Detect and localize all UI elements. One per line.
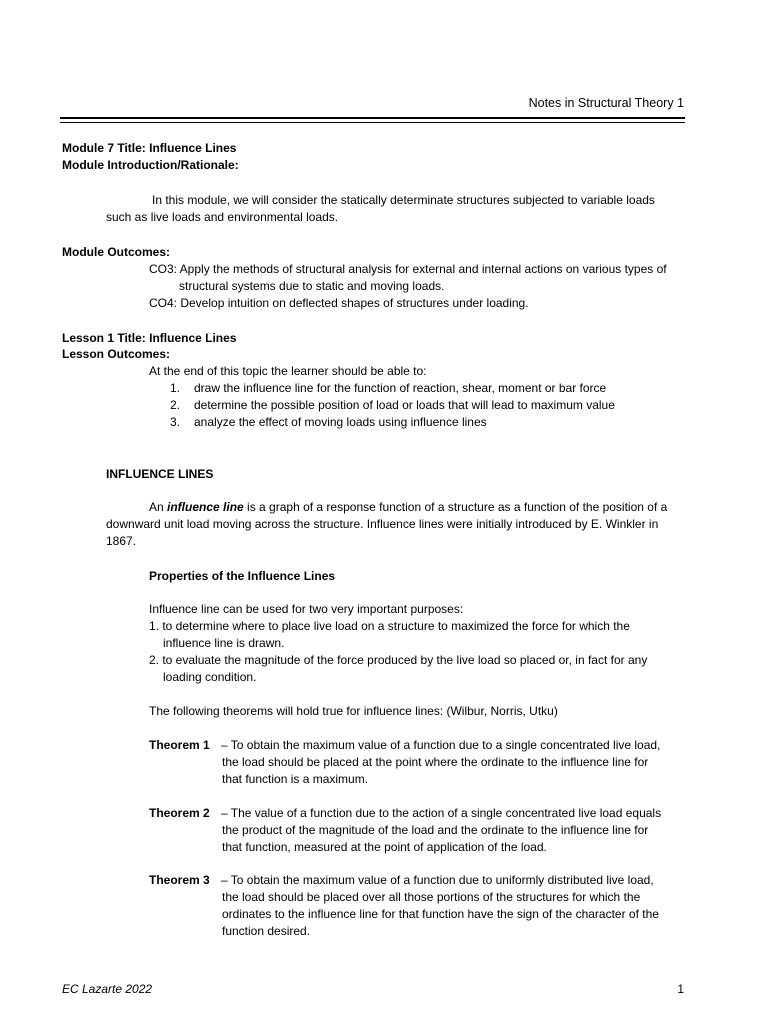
definition-prefix: An (149, 500, 168, 514)
module-intro-line-2: such as live loads and environmental loads. (106, 210, 339, 224)
purpose-1-line-1: 1. to determine where to place live load on a structure to maximized the force for which the (149, 619, 630, 633)
lesson-item-text: analyze the effect of moving loads using influence lines (194, 415, 487, 429)
lesson-item-text: draw the influence line for the function of reaction, shear, moment or bar force (194, 381, 607, 395)
document-header-title: Notes in Structural Theory 1 (528, 96, 684, 110)
header-rule-thin (60, 122, 685, 123)
theorem-text-line: the product of the magnitude of the load and the ordinate to the influence line for (222, 823, 649, 837)
theorem-text-line: that function is a maximum. (222, 772, 369, 786)
theorem-text-line: the load should be placed at the point where the ordinate to the influence line for (222, 755, 649, 769)
lesson-outcomes-heading: Lesson Outcomes: (62, 347, 171, 361)
influence-definition-line-2: downward unit load moving across the structure. Influence lines were initially introduced by E. Winkler in (106, 517, 659, 531)
module-title: Module 7 Title: Influence Lines (62, 141, 237, 155)
lesson-outcomes-intro: At the end of this topic the learner should be able to: (149, 364, 427, 378)
theorem-text-line: – To obtain the maximum value of a function due to uniformly distributed live load, (221, 873, 654, 887)
purpose-2-line-1: 2. to evaluate the magnitude of the force produced by the live load so placed or, in fact for any (149, 653, 648, 667)
theorem-label: Theorem 2 (149, 806, 210, 820)
purposes-intro: Influence line can be used for two very important purposes: (149, 602, 464, 616)
page-number: 1 (677, 982, 684, 996)
lesson-item-number: 3. (170, 415, 181, 429)
influence-definition-line-1 (149, 499, 667, 516)
theorem-text-line: function desired. (222, 924, 311, 938)
influence-line-term: influence line (167, 500, 244, 514)
influence-lines-heading: INFLUENCE LINES (106, 467, 214, 481)
properties-heading: Properties of the Influence Lines (149, 569, 336, 583)
theorem-text-line: – To obtain the maximum value of a function due to a single concentrated live load, (221, 738, 661, 752)
theorem-label: Theorem 1 (149, 738, 210, 752)
theorem-text-line: ordinates to the influence line for that function have the sign of the character of the (222, 907, 659, 921)
module-intro-line-1: In this module, we will consider the statically determinate structures subjected to variable loads (152, 193, 655, 207)
theorem-text-line: the load should be placed over all those portions of the structures for which the (222, 890, 641, 904)
outcome-co3-line-1: CO3: Apply the methods of structural analysis for external and internal actions on various types of (149, 262, 667, 276)
lesson-item-text: determine the possible position of load or loads that will lead to maximum value (194, 398, 615, 412)
module-intro-heading: Module Introduction/Rationale: (62, 158, 239, 172)
lesson-title: Lesson 1 Title: Influence Lines (62, 331, 237, 345)
theorems-intro: The following theorems will hold true for influence lines: (Wilbur, Norris, Utku) (149, 704, 558, 718)
lesson-item-number: 1. (170, 381, 181, 395)
purpose-2-line-2: loading condition. (163, 670, 257, 684)
definition-text: is a graph of a response function of a structure as a function of the position of a (243, 500, 668, 514)
module-outcomes-heading: Module Outcomes: (62, 245, 171, 259)
header-rule-thick (60, 117, 685, 119)
purpose-1-line-2: influence line is drawn. (163, 636, 285, 650)
influence-definition-line-3: 1867. (106, 534, 137, 548)
theorem-label: Theorem 3 (149, 873, 210, 887)
outcome-co4: CO4: Develop intuition on deflected shapes of structures under loading. (149, 296, 529, 310)
footer-author: EC Lazarte 2022 (62, 982, 153, 996)
theorem-text-line: that function, measured at the point of application of the load. (222, 840, 547, 854)
lesson-item-number: 2. (170, 398, 181, 412)
theorem-text-line: – The value of a function due to the action of a single concentrated live load equals (221, 806, 662, 820)
outcome-co3-line-2: structural systems due to static and moving loads. (179, 279, 445, 293)
